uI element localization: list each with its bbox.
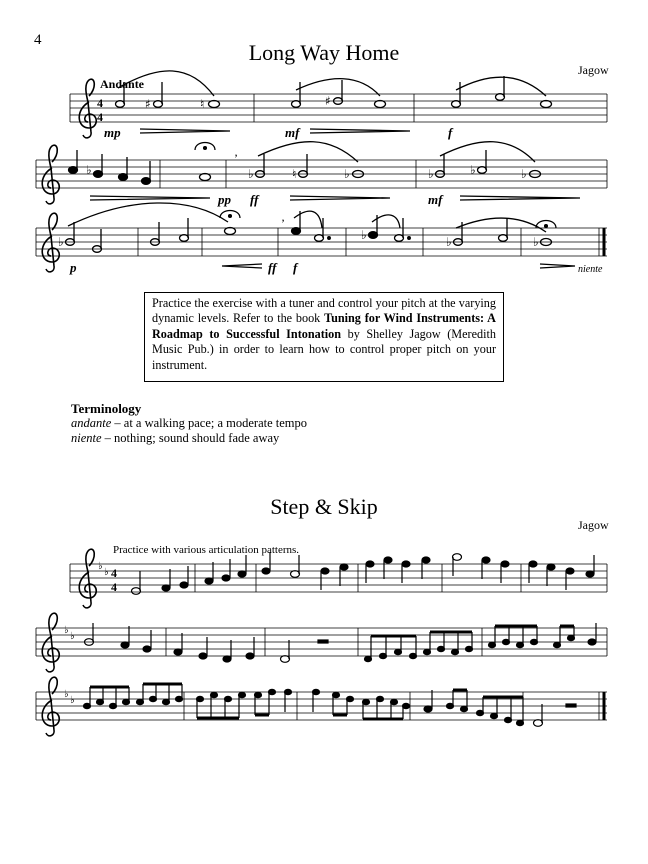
term-definition: – nothing; sound should fade away bbox=[101, 431, 280, 445]
dynamic-f: f bbox=[448, 125, 453, 140]
svg-text:♭: ♭ bbox=[248, 167, 254, 181]
treble-clef-5 bbox=[42, 613, 59, 672]
svg-text:♭: ♭ bbox=[533, 235, 539, 249]
staff-system-4 bbox=[70, 564, 607, 592]
time-signature-bottom: 4 bbox=[97, 110, 103, 124]
piece-title-long-way-home: Long Way Home bbox=[248, 40, 400, 65]
treble-clef-2 bbox=[42, 145, 59, 204]
key-signature-flat-5: ♭ bbox=[64, 689, 69, 700]
time-signature-top-2: 4 bbox=[111, 566, 117, 580]
svg-text:♭: ♭ bbox=[86, 163, 92, 177]
notes-line-1 bbox=[116, 71, 552, 133]
tempo-marking: Andante bbox=[100, 77, 145, 91]
time-signature-top: 4 bbox=[97, 96, 103, 110]
key-signature-flat-4: ♭ bbox=[70, 631, 75, 642]
svg-text:♭: ♭ bbox=[446, 235, 452, 249]
notes-line-5 bbox=[85, 623, 597, 662]
term-word: andante bbox=[71, 416, 112, 430]
svg-text:♯: ♯ bbox=[325, 94, 331, 108]
svg-text:♭: ♭ bbox=[470, 163, 476, 177]
treble-clef bbox=[79, 79, 96, 138]
notes-line-4 bbox=[132, 552, 595, 594]
breath-mark-2: ’ bbox=[281, 216, 285, 230]
svg-text:♮: ♮ bbox=[292, 167, 297, 181]
staff-system-3 bbox=[36, 228, 607, 256]
piece-title-step-and-skip: Step & Skip bbox=[270, 494, 378, 519]
composer-piece1: Jagow bbox=[578, 63, 609, 77]
articulation-instruction: Practice with various articulation patterns. bbox=[113, 544, 300, 556]
dynamic-mf: mf bbox=[285, 125, 300, 140]
term-definition: – at a walking pace; a moderate tempo bbox=[111, 416, 308, 430]
key-signature-flat-2: ♭ bbox=[104, 567, 109, 578]
dynamic-mf-2: mf bbox=[428, 192, 443, 207]
notes-line-2 bbox=[69, 142, 581, 200]
svg-text:♭: ♭ bbox=[428, 167, 434, 181]
dynamic-ff: ff bbox=[250, 192, 259, 207]
practice-text-before: Practice the exercise with a tuner and control your pitch at the varying dynamic levels. Refer to the book bbox=[152, 296, 496, 326]
accidentals-line-1 bbox=[145, 94, 331, 111]
treble-clef-4 bbox=[79, 549, 96, 608]
time-signature-bottom-2: 4 bbox=[111, 580, 117, 594]
svg-text:♯: ♯ bbox=[145, 97, 151, 111]
key-signature-flat: ♭ bbox=[98, 561, 103, 572]
composer-piece2: Jagow bbox=[578, 518, 609, 532]
dynamic-ff-2: ff bbox=[268, 260, 277, 275]
niente-marking: niente bbox=[578, 264, 603, 275]
page-number: 4 bbox=[34, 32, 42, 48]
book-title: Tuning for Wind Instruments: A Roadmap to Successful Intonation bbox=[152, 311, 496, 341]
dynamic-p: p bbox=[70, 260, 77, 275]
key-signature-flat-3: ♭ bbox=[64, 625, 69, 636]
dynamic-pp: pp bbox=[218, 192, 231, 207]
terminology-heading: Terminology bbox=[71, 401, 142, 416]
svg-text:♮: ♮ bbox=[200, 97, 205, 111]
term-word: niente bbox=[71, 431, 102, 445]
svg-text:♭: ♭ bbox=[521, 167, 527, 181]
svg-text:♭: ♭ bbox=[361, 228, 367, 242]
notes-line-3 bbox=[66, 203, 576, 268]
practice-text-after: by Shelley Jagow (Meredith Music Pub.) in order to learn how to control proper pitch on your instrument. bbox=[152, 326, 496, 372]
treble-clef-6 bbox=[42, 677, 59, 736]
treble-clef-3 bbox=[42, 213, 59, 272]
svg-text:♭: ♭ bbox=[344, 167, 350, 181]
dynamic-f-2: f bbox=[293, 260, 298, 275]
key-signature-flat-6: ♭ bbox=[70, 695, 75, 706]
svg-text:♭: ♭ bbox=[58, 235, 64, 249]
breath-mark: ’ bbox=[234, 151, 238, 165]
dynamic-mp: mp bbox=[104, 125, 121, 140]
